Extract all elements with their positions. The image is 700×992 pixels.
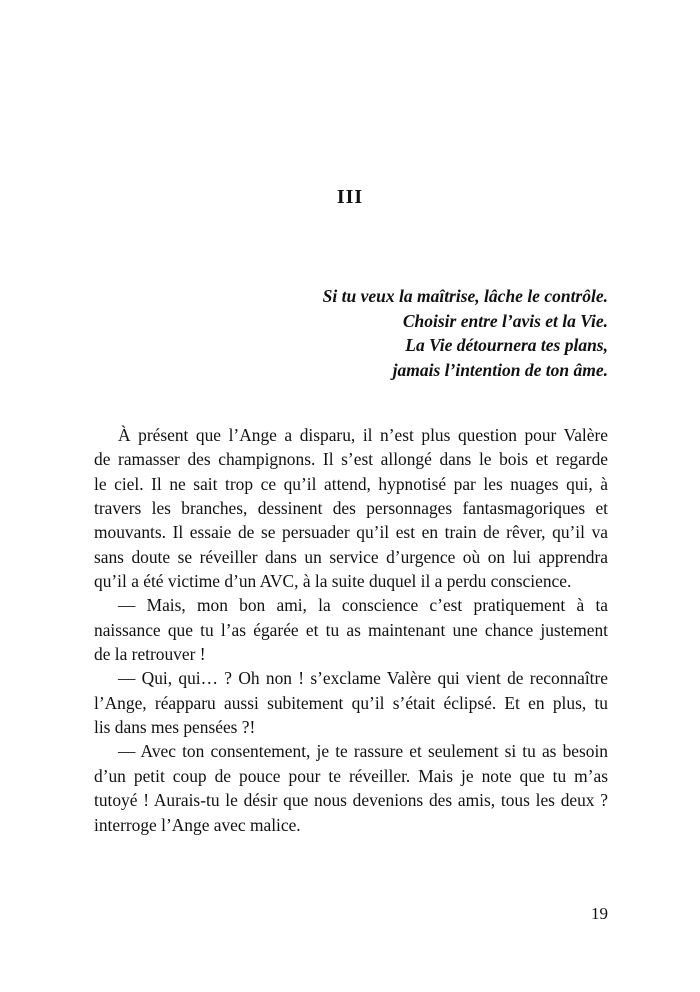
text-line: lis dans mes pensées ?! bbox=[94, 717, 256, 738]
text-line: d’un petit coup de pouce pour te réveiller. Mais je note que tu m’as bbox=[94, 765, 608, 786]
paragraph bbox=[94, 593, 608, 666]
epigraph-line: Si tu veux la maîtrise, lâche le contrôle. bbox=[322, 286, 608, 306]
text-line: — Qui, qui… ? Oh non ! s’exclame Valère qui vient de reconnaître bbox=[118, 668, 608, 689]
paragraph bbox=[94, 739, 608, 836]
text-line: de la retrouver ! bbox=[94, 644, 206, 665]
text-line: sans doute se réveiller dans un service d’urgence où on lui apprendra bbox=[94, 546, 608, 567]
epigraph bbox=[230, 284, 608, 382]
page-number: 19 bbox=[591, 904, 608, 923]
body-text bbox=[94, 423, 608, 837]
text-line: mouvants. Il essaie de se persuader qu’il est en train de rêver, qu’il va bbox=[94, 522, 608, 543]
text-line: travers les branches, dessinent des personnages fantasmagoriques et bbox=[94, 498, 608, 519]
epigraph-line: La Vie détournera tes plans, bbox=[405, 335, 608, 355]
text-line: qu’il a été victime d’un AVC, à la suite duquel il a perdu conscience. bbox=[94, 571, 572, 592]
text-line: l’Ange, réapparu aussi subitement qu’il s’était éclipsé. Et en plus, tu bbox=[94, 692, 608, 713]
text-line: À présent que l’Ange a disparu, il n’est plus question pour Valère bbox=[118, 425, 608, 445]
text-line: naissance que tu l’as égarée et tu as maintenant une chance justement bbox=[94, 619, 608, 640]
text-line: de ramasser des champignons. Il s’est allongé dans le bois et regarde bbox=[94, 449, 608, 470]
epigraph-line: Choisir entre l’avis et la Vie. bbox=[402, 310, 608, 331]
text-line: — Mais, mon bon ami, la conscience c’est pratiquement à ta bbox=[118, 595, 608, 616]
text-line: le ciel. Il ne sait trop ce qu’il attend, hypnotisé par les nuages qui, à bbox=[94, 473, 608, 494]
text-line: — Avec ton consentement, je te rassure et seulement si tu as besoin bbox=[118, 741, 608, 762]
epigraph-line: jamais l’intention de ton âme. bbox=[392, 359, 608, 380]
paragraph bbox=[94, 423, 608, 593]
text-line: tutoyé ! Aurais-tu le désir que nous devenions des amis, tous les deux ? bbox=[94, 790, 608, 811]
chapter-number: III bbox=[336, 186, 364, 208]
paragraph bbox=[94, 666, 608, 739]
text-line: interroge l’Ange avec malice. bbox=[94, 814, 301, 835]
